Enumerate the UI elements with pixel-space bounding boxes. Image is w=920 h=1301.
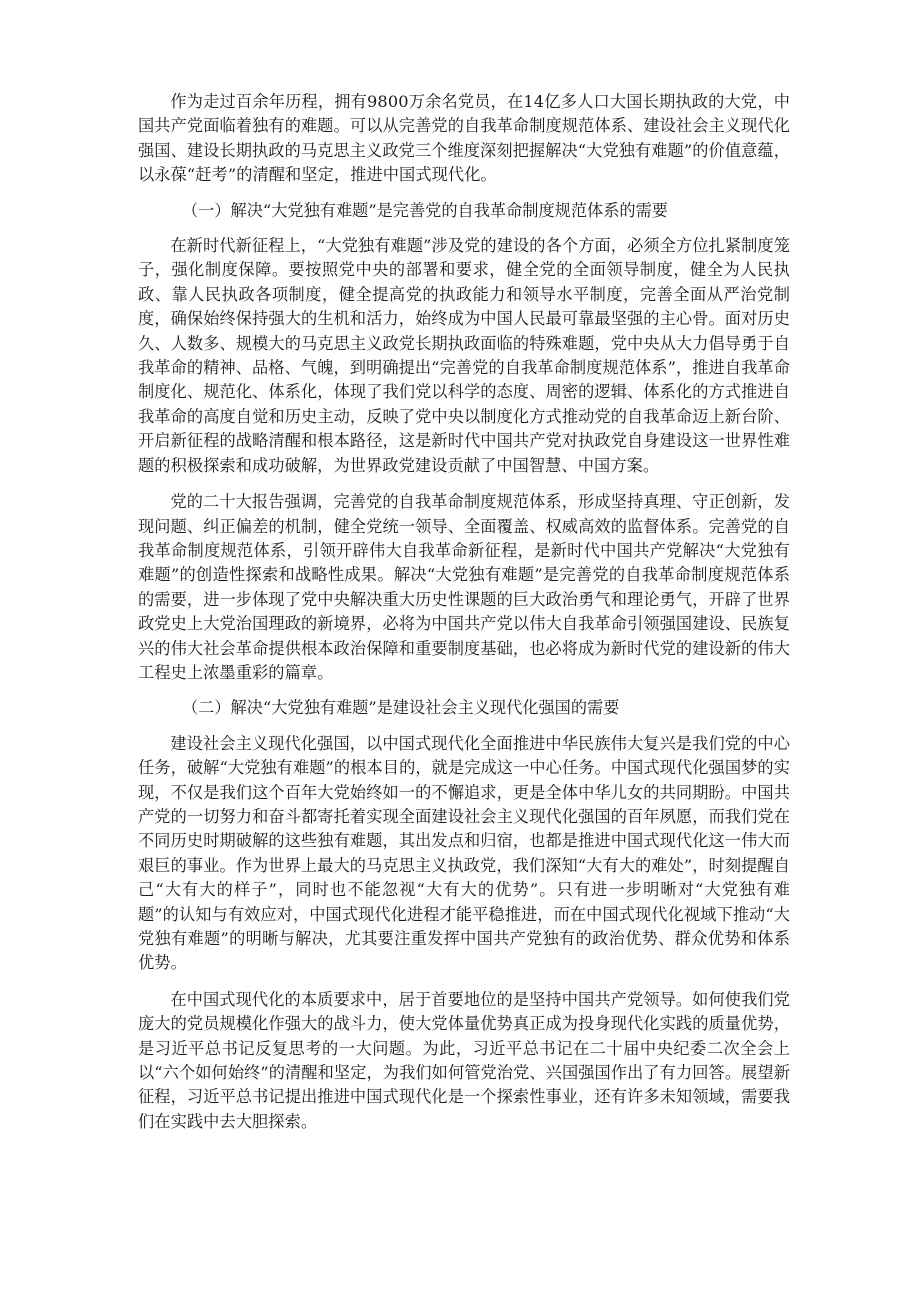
- section-2-paragraph-2: 在中国式现代化的本质要求中，居于首要地位的是坚持中国共产党领导。如何使我们党庞大的党员规模化作强大的战斗力，使大党体量优势真正成为投身现代化实践的质量优势，是习近平总书记反复思考的一大问题。为此，习近平总书记在二十届中央纪委二次全会上以“六个如何始终”的清醒和坚定，为我们如何管党治党、兴国强国作出了有力回答。展望新征程，习近平总书记提出推进中国式现代化是一个探索性事业，还有许多未知领域，需要我们在实践中去大胆探索。: [138, 989, 790, 1131]
- section-1-paragraph-1: 在新时代新征程上，“大党独有难题”涉及党的建设的各个方面，必须全方位扎紧制度笼子，强化制度保障。要按照党中央的部署和要求，健全党的全面领导制度，健全为人民执政、靠人民执政各项制度，健全提高党的执政能力和领导水平制度，完善全面从严治党制度，确保始终保持强大的生机和活力，始终成为中国人民最可靠最坚强的主心骨。面对历史久、人数多、规模大的马克思主义政党长期执政面临的特殊难题，党中央从大力倡导勇于自我革命的精神、品格、气魄，到明确提出“完善党的自我革命制度规范体系”，推进自我革命制度化、规范化、体系化，体现了我们党以科学的态度、周密的逻辑、体系化的方式推进自我革命的高度自觉和历史主动，反映了党中央以制度化方式推动党的自我革命迈上新台阶、开启新征程的战略清醒和根本路径，这是新时代中国共产党对执政党自身建设这一世界性难题的积极探索和成功破解，为世界政党建设贡献了中国智慧、中国方案。: [138, 236, 790, 475]
- section-1-heading: （一）解决“大党独有难题”是完善党的自我革命制度规范体系的需要: [182, 200, 668, 220]
- section-1-paragraph-2: 党的二十大报告强调，完善党的自我革命制度规范体系，形成坚持真理、守正创新，发现问题、纠正偏差的机制，健全党统一领导、全面覆盖、权威高效的监督体系。完善党的自我革命制度规范体系，引领开辟伟大自我革命新征程，是新时代中国共产党解决“大党独有难题”的创造性探索和战略性成果。解决“大党独有难题”是完善党的自我革命制度规范体系的需要，进一步体现了党中央解决重大历史性课题的巨大政治勇气和理论勇气，开辟了世界政党史上大党治国理政的新境界，必将为中国共产党以伟大自我革命引领强国建设、民族复兴的伟大社会革命提供根本政治保障和重要制度基础，也必将成为新时代党的建设新的伟大工程史上浓墨重彩的篇章。: [138, 492, 790, 682]
- section-2-paragraph-1: 建设社会主义现代化强国，以中国式现代化全面推进中华民族伟大复兴是我们党的中心任务，破解“大党独有难题”的根本目的，就是完成这一中心任务。中国式现代化强国梦的实现，不仅是我们这个百年大党始终如一的不懈追求，更是全体中华儿女的共同期盼。中国共产党的一切努力和奋斗都寄托着实现全面建设社会主义现代化强国的百年夙愿，而我们党在不同历史时期破解的这些独有难题，其出发点和归宿，也都是推进中国式现代化这一伟大而艰巨的事业。作为世界上最大的马克思主义执政党，我们深知“大有大的难处”，时刻提醒自己“大有大的样子”，同时也不能忽视“大有大的优势”。只有进一步明晰对“大党独有难题”的认知与有效应对，中国式现代化进程才能平稳推进，而在中国式现代化视域下推动“大党独有难题”的明晰与解决，尤其要注重发挥中国共产党独有的政治优势、群众优势和体系优势。: [138, 733, 790, 973]
- section-2-heading: （二）解决“大党独有难题”是建设社会主义现代化强国的需要: [182, 698, 620, 718]
- document-page: [138, 90, 790, 1134]
- intro-paragraph: 作为走过百余年历程，拥有9800万余名党员，在14亿多人口大国长期执政的大党，中国共产党面临着独有的难题。可以从完善党的自我革命制度规范体系、建设社会主义现代化强国、建设长期执政的马克思主义政党三个维度深刻把握解决“大党独有难题”的价值意蕴，以永葆“赶考”的清醒和坚定，推进中国式现代化。: [138, 92, 790, 185]
